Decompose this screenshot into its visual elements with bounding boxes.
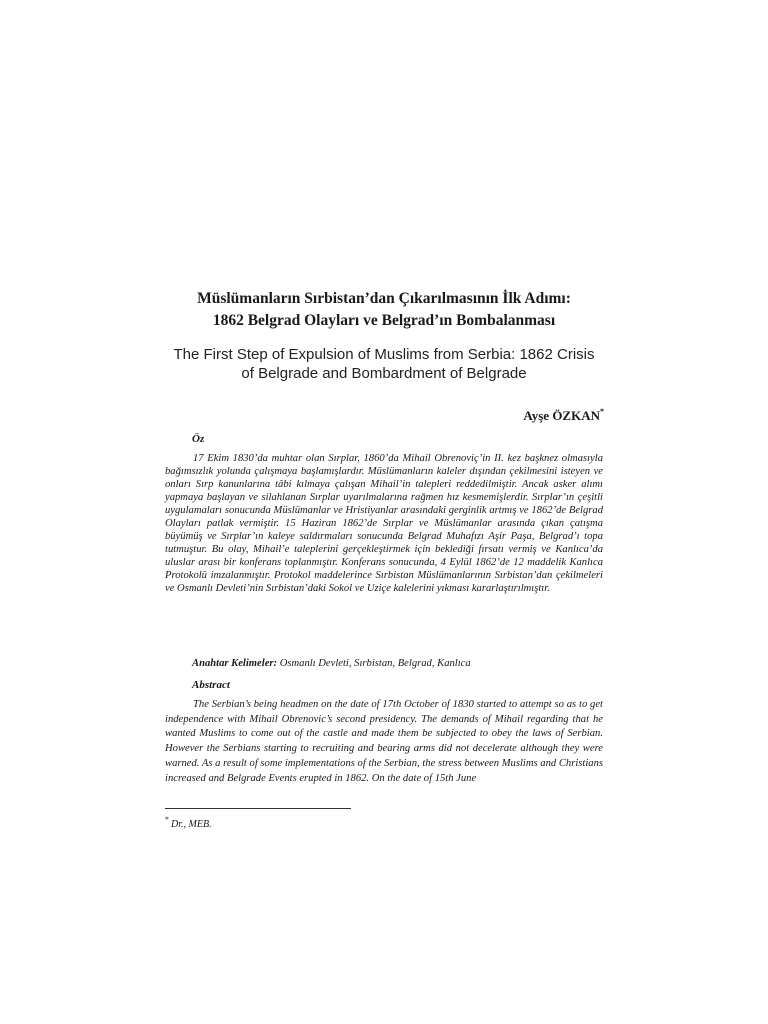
keywords-label: Anahtar Kelimeler: <box>192 658 278 669</box>
english-title-line-2: of Belgrade and Bombardment of Belgrade <box>241 365 527 382</box>
oz-heading: Öz <box>192 433 205 445</box>
keywords-value: Osmanlı Devleti, Sırbistan, Belgrad, Kanlıca <box>279 658 471 669</box>
article-title-line-1: Müslümanların Sırbistan’dan Çıkarılmasının İlk Adımı: <box>197 290 571 307</box>
english-title-line-1: The First Step of Expulsion of Muslims from Serbia: 1862 Crisis <box>173 346 595 363</box>
article-title-line-2: 1862 Belgrad Olayları ve Belgrad’ın Bombalanması <box>212 312 556 329</box>
author <box>523 407 604 424</box>
author-footnote-mark[interactable]: * <box>600 407 604 416</box>
footnote-mark: * <box>165 815 169 824</box>
english-title <box>160 345 608 383</box>
author-name: Ayşe ÖZKAN <box>523 408 600 423</box>
abstract-paragraph: The Serbian’s being headmen on the date of 17th October of 1830 started to attempt so as to get independence with Mihail Obrenovic’s second presidency. The demands of Mihail regarding that he wanted Muslims to come out of the castle and made them be subjected to obey the laws of Serbian. However the Serbians starting to recruiting and bearing arms did not decelerate although they were warned. As a result of some implementations of the Serbian, the stress between Muslims and Christians increased and Belgrade Events erupted in 1862. On the date of 15th June <box>165 699 603 784</box>
footnote-divider <box>165 808 351 809</box>
oz-paragraph: 17 Ekim 1830’da muhtar olan Sırplar, 1860’da Mihail Obrenoviç’in II. kez başknez olmasıyla bağımsızlık yolunda çalışmaya başlamışlardır. Müslümanların kaleler dışından çekilmesini isteyen ve onları Sırp kanunlarına tâbi kılmaya çalışan Mihail’in talepleri reddedilmiştir. Ancak asker alımı yapmaya başlayan ve silahlanan Sırplar uyarılmalarına rağmen hız kesmemişlerdir. Sırplar’ın çeşitli uygulamaları sonucunda Müslümanlar ve Hristiyanlar arasındaki gerginlik artmış ve 1862’de Belgrad Olayları patlak vermiştir. 15 Haziran 1862’de Sırplar ve Müslümanlar arasında çıkan çatışma büyümüş ve Sırplar’ın kaleye saldırmaları sonucunda Belgrad Muhafızı Aşir Paşa, Belgrad’ı topa tutmuştur. Bu olay, Mihail’e taleplerini gerçekleştirmek için beklediği fırsatı vermiş ve Kanlıca’da uluslar arası bir konferans toplanmıştır. Konferans sonucunda, 4 Eylül 1862’de 12 maddelik Kanlıca Protokolü imzalanmıştır. Protokol maddelerince Sırbistan Müslümanlarının Sırbistan’dan çekilmeleri ve Osmanlı Devleti’nin Sırbistan’daki Sokol ve Uziçe kalelerini yıkması kararlaştırılmıştır. <box>165 453 603 595</box>
abstract-heading: Abstract <box>192 679 230 691</box>
article-title <box>160 288 608 332</box>
footnote-text: Dr., MEB. <box>171 819 212 830</box>
keywords <box>192 658 603 669</box>
footnote <box>165 815 212 830</box>
